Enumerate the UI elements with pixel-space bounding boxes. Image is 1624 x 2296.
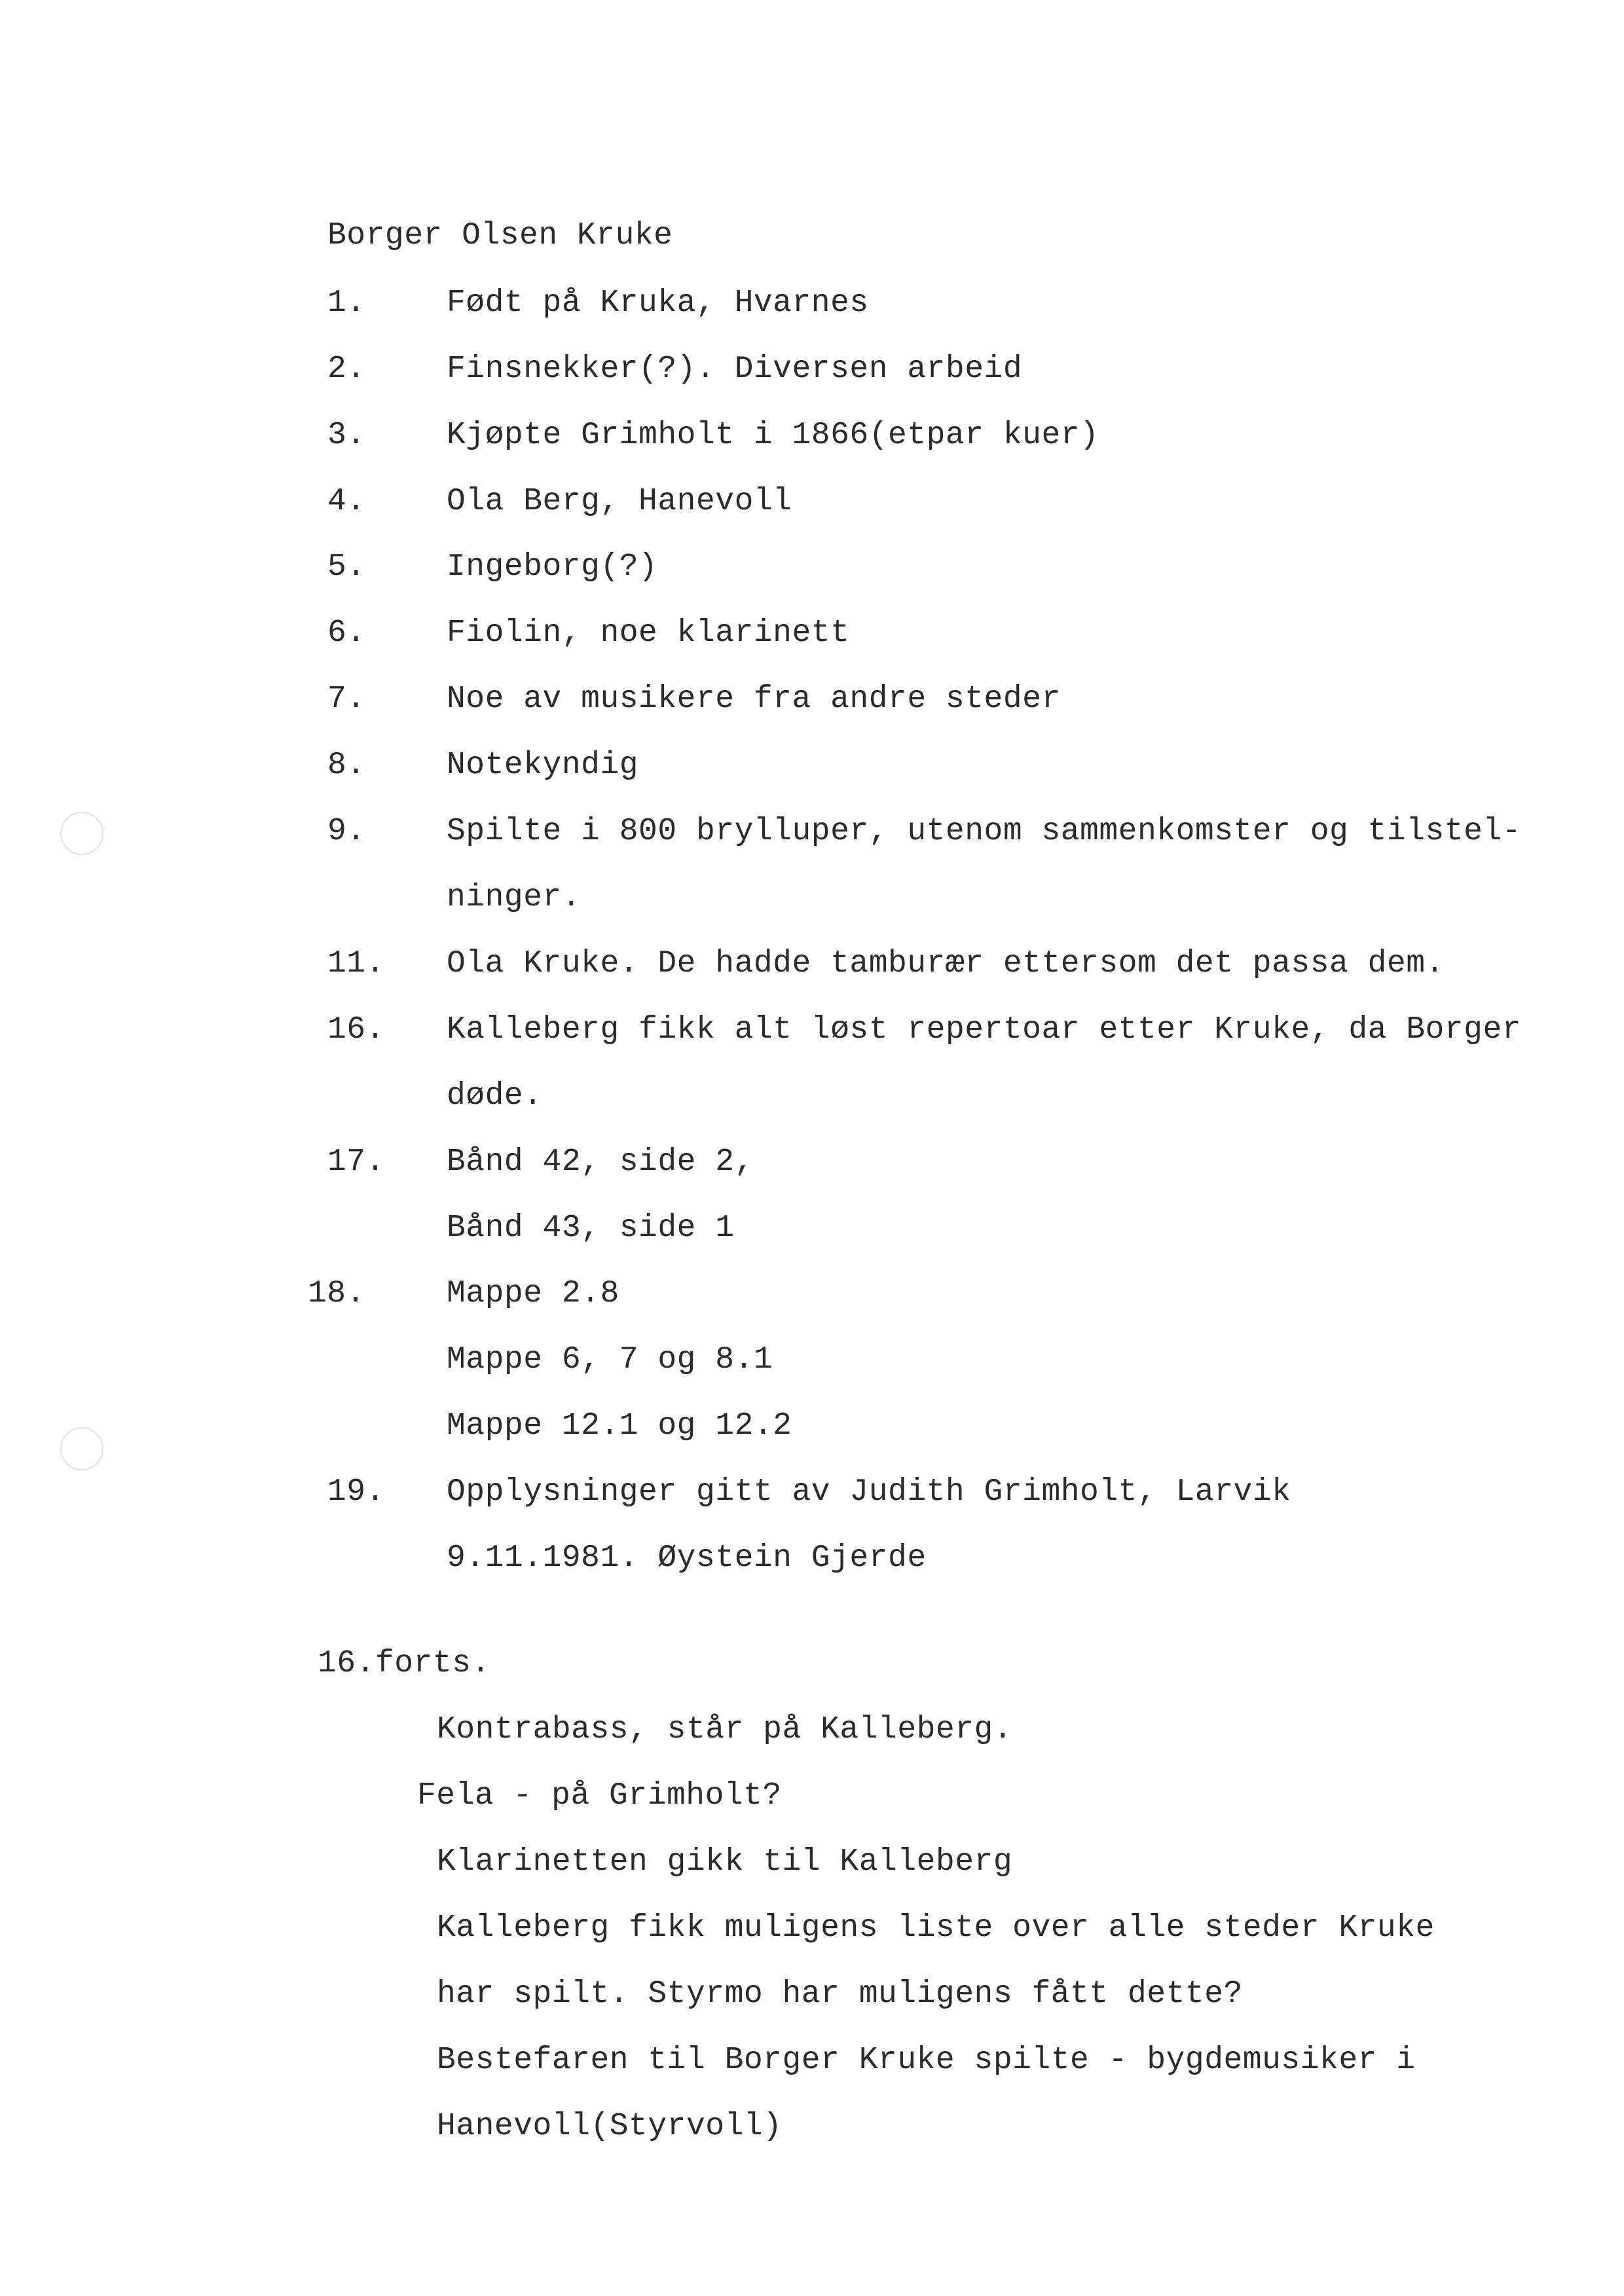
item-number: 1. <box>327 285 366 321</box>
item-text: Ola Berg, Hanevoll <box>447 484 792 519</box>
item-number: 9. <box>327 814 366 849</box>
item-number: 19. <box>327 1474 385 1510</box>
item-number: 8. <box>327 748 366 783</box>
item-text: Noe av musikere fra andre steder <box>447 682 1061 717</box>
item-text: Ola Kruke. De hadde tamburær ettersom det passa dem. <box>447 946 1445 981</box>
item-text: Spilte i 800 brylluper, utenom sammenkomster og tilstel- <box>447 814 1522 849</box>
item-text: Ingeborg(?) <box>447 549 658 585</box>
item-text: Bånd 42, side 2, <box>447 1144 754 1180</box>
item-number: 16. <box>327 1012 385 1048</box>
item-text-continuation: 9.11.1981. Øystein Gjerde <box>447 1540 927 1576</box>
document-title: Borger Olsen Kruke <box>327 218 673 253</box>
item-text: Kjøpte Grimholt i 1866(etpar kuer) <box>447 418 1099 453</box>
item-text-continuation: Bånd 43, side 1 <box>447 1211 735 1246</box>
item-number: 4. <box>327 484 366 519</box>
punch-hole-bottom <box>60 1427 103 1470</box>
item-text-continuation: ninger. <box>447 880 581 915</box>
item-text-continuation: Mappe 6, 7 og 8.1 <box>447 1342 773 1377</box>
continuation-line: Fela - på Grimholt? <box>417 1778 782 1813</box>
item-text: Finsnekker(?). Diversen arbeid <box>447 352 1023 387</box>
item-text: Opplysninger gitt av Judith Grimholt, Larvik <box>447 1474 1291 1510</box>
item-number: 2. <box>327 352 366 387</box>
item-text: Notekyndig <box>447 748 639 783</box>
item-number: 7. <box>327 682 366 717</box>
item-text: Mappe 2.8 <box>447 1276 619 1311</box>
item-text-continuation: døde. <box>447 1078 543 1114</box>
item-number: 3. <box>327 418 366 453</box>
punch-hole-top <box>60 812 103 855</box>
continuation-line: Bestefaren til Borger Kruke spilte - bygdemusiker i <box>437 2043 1416 2078</box>
continuation-heading: 16.forts. <box>318 1646 490 1681</box>
continuation-line: har spilt. Styrmo har muligens fått dette? <box>437 1977 1243 2012</box>
continuation-line: Klarinetten gikk til Kalleberg <box>437 1844 1013 1880</box>
continuation-line: Kontrabass, står på Kalleberg. <box>437 1712 1013 1747</box>
continuation-line: Hanevoll(Styrvoll) <box>437 2109 783 2144</box>
item-text: Kalleberg fikk alt løst repertoar etter Kruke, da Borger <box>447 1012 1522 1048</box>
item-number: 5. <box>327 549 366 585</box>
item-number: 17. <box>327 1144 385 1180</box>
item-number: 18. <box>308 1276 365 1311</box>
item-number: 6. <box>327 615 366 651</box>
item-number: 11. <box>327 946 385 981</box>
item-text: Fiolin, noe klarinett <box>447 615 850 651</box>
item-text-continuation: Mappe 12.1 og 12.2 <box>447 1408 792 1444</box>
item-text: Født på Kruka, Hvarnes <box>447 285 869 321</box>
continuation-line: Kalleberg fikk muligens liste over alle steder Kruke <box>437 1910 1435 1946</box>
